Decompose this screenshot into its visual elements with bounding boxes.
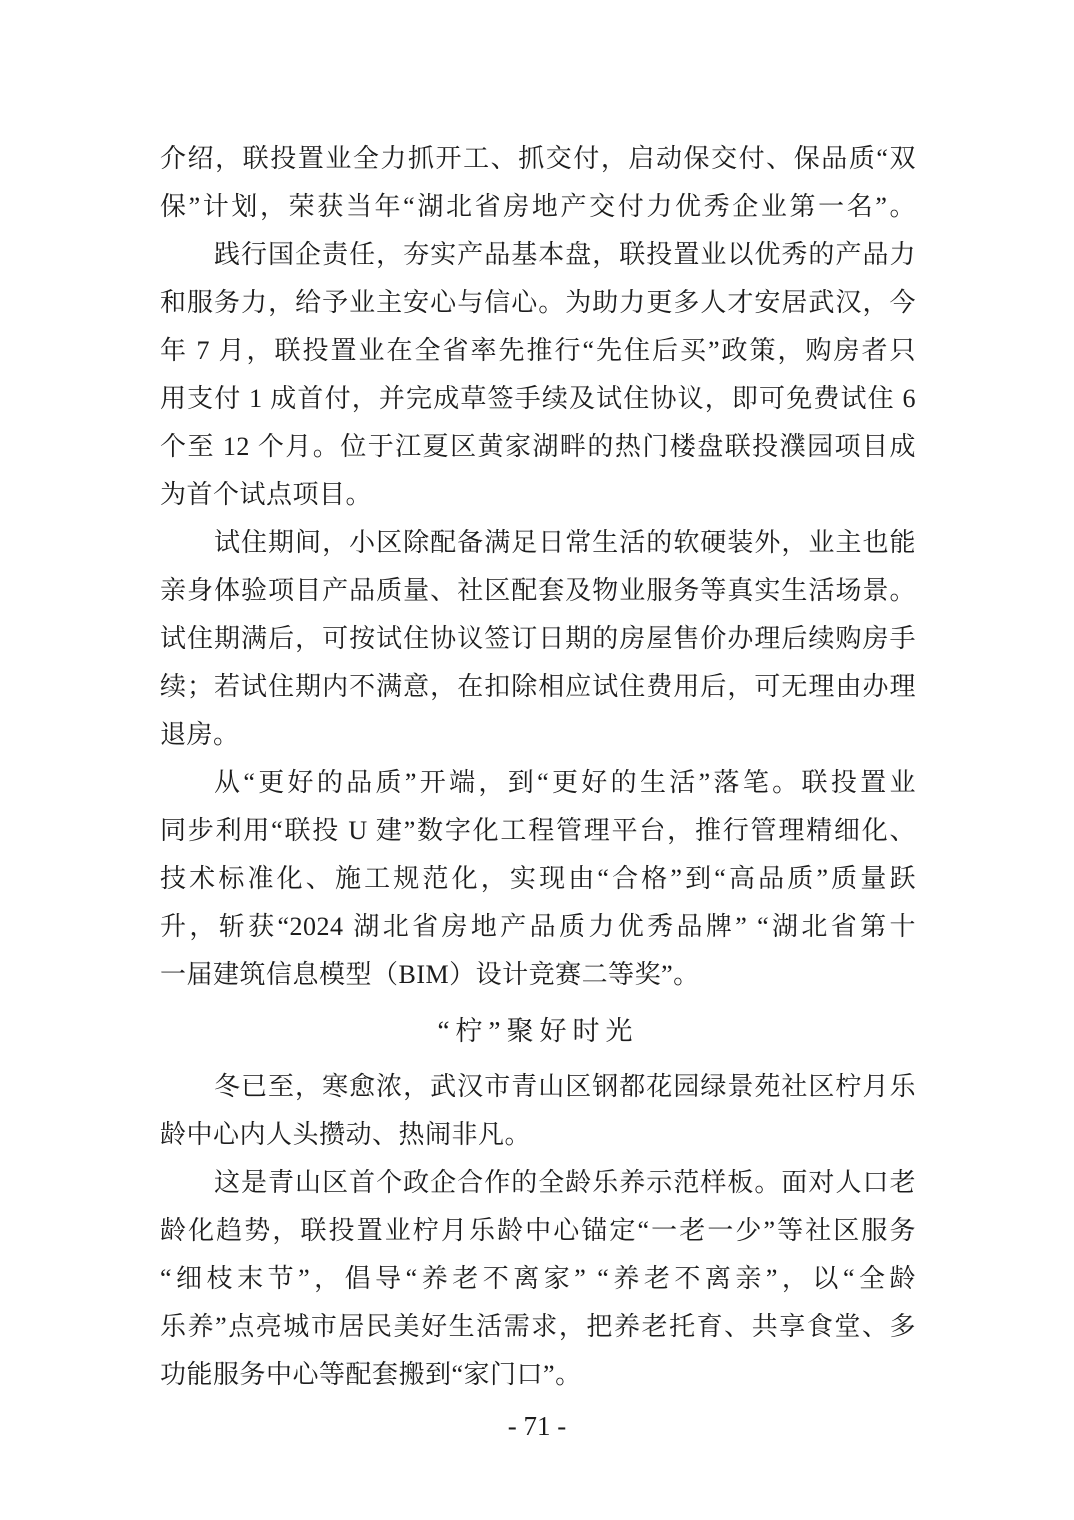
text-line: 同步利用“联投 U 建”数字化工程管理平台，推行管理精细化、 [160,816,916,845]
text-line: 个至 12 个月。位于江夏区黄家湖畔的热门楼盘联投濮园项目成 [160,432,916,461]
text-line: 龄中心内人头攒动、热闹非凡。 [160,1120,532,1149]
text-line: 一届建筑信息模型（BIM）设计竞赛二等奖”。 [160,960,700,989]
text-line: 升，斩获“2024 湖北省房地产品质力优秀品牌” “湖北省第十 [160,912,916,941]
text-line: 为首个试点项目。 [160,480,373,509]
text-line: 介绍，联投置业全力抓开工、抓交付，启动保交付、保品质“双 [160,144,916,173]
section-heading: “柠”聚好时光 [437,1016,639,1046]
text-line: 乐养”点亮城市居民美好生活需求，把养老托育、共享食堂、多 [160,1312,916,1341]
page-footer [0,1402,1074,1450]
text-line: 技术标准化、施工规范化，实现由“合格”到“高品质”质量跃 [160,864,916,893]
text-line: 续；若试住期内不满意，在扣除相应试住费用后，可无理由办理 [160,672,916,701]
text-line: 从“更好的品质”开端，到“更好的生活”落笔。联投置业 [214,768,916,797]
text-line: 践行国企责任，夯实产品基本盘，联投置业以优秀的产品力 [214,240,916,269]
text-line: 龄化趋势，联投置业柠月乐龄中心锚定“一老一少”等社区服务 [160,1216,916,1245]
text-line: 退房。 [160,720,240,749]
text-line: 和服务力，给予业主安心与信心。为助力更多人才安居武汉，今 [160,288,916,317]
text-line: 试住期满后，可按试住协议签订日期的房屋售价办理后续购房手 [160,624,916,653]
text-line: 亲身体验项目产品质量、社区配套及物业服务等真实生活场景。 [160,576,916,605]
text-line: 试住期间，小区除配备满足日常生活的软硬装外，业主也能 [214,528,916,557]
text-line: 用支付 1 成首付，并完成草签手续及试住协议，即可免费试住 6 [160,384,916,413]
text-line: “细枝末节”，倡导“养老不离家” “养老不离亲”，以“全龄 [160,1264,916,1293]
page-number: - 71 - [507,1411,567,1441]
document-body [160,135,916,1399]
text-line: 冬已至，寒愈浓，武汉市青山区钢都花园绿景苑社区柠月乐 [214,1072,916,1101]
text-line: 年 7 月，联投置业在全省率先推行“先住后买”政策，购房者只 [160,336,916,365]
text-line: 功能服务中心等配套搬到“家门口”。 [160,1360,582,1389]
text-line: 这是青山区首个政企合作的全龄乐养示范样板。面对人口老 [214,1168,916,1197]
text-line: 保”计划，荣获当年“湖北省房地产交付力优秀企业第一名”。 [160,192,916,221]
